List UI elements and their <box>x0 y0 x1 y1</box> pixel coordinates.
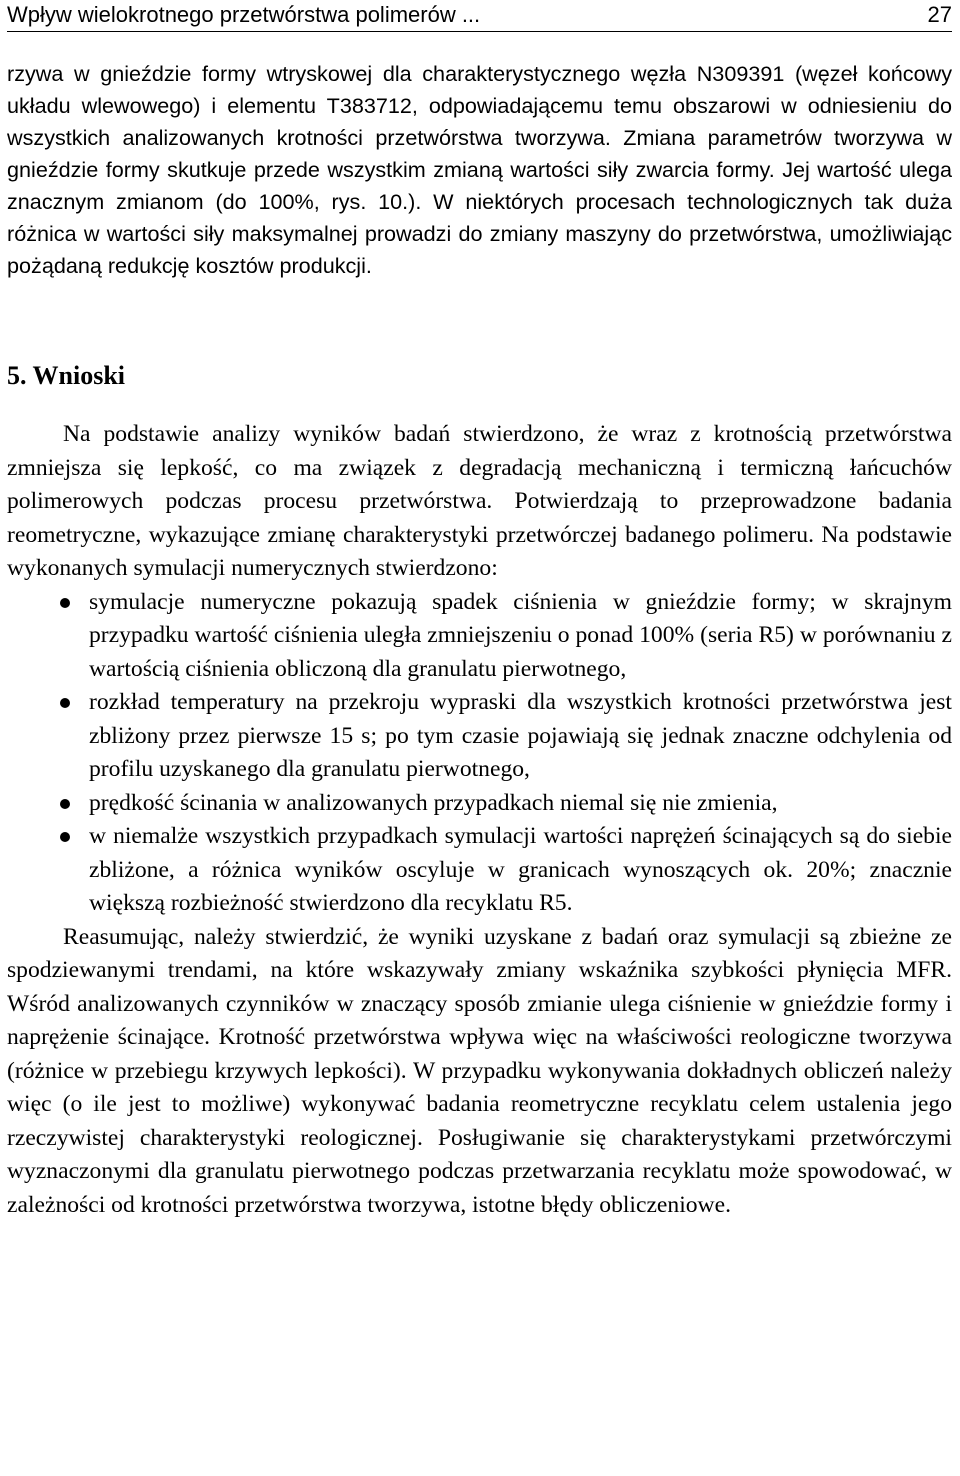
bullet-icon <box>60 832 70 842</box>
header-title: Wpływ wielokrotnego przetwórstwa polimerów ... <box>7 2 481 27</box>
list-item-text: rozkład temperatury na przekroju wypraski dla wszystkich krotności przetwórstwa jest zbliżony przez pierwsze 15 s; po tym czasie pojawiają się jednak znaczne odchylenia od profilu uzyskanego dla granulatu pierwotnego, <box>89 689 952 782</box>
list-item <box>7 820 952 921</box>
section-heading: 5. Wnioski <box>7 361 126 390</box>
page-number: 27 <box>927 2 952 27</box>
list-item-text: symulacje numeryczne pokazują spadek ciśnienia w gnieździe formy; w skrajnym przypadku wartość ciśnienia uległa zmniejszeniu o ponad 100% (seria R5) w porównaniu z wartością ciśnienia obliczoną dla granulatu pierwotnego, <box>89 588 952 682</box>
intro-paragraph: rzywa w gnieździe formy wtryskowej dla charakterystycznego węzła N309391 (węzeł końcowy układu wlewowego) i elementu T383712, odpowiadającemu temu obszarowi w odniesieniu do wszystkich analizowanych krotności przetwórstwa tworzywa. Zmiana parametrów tworzywa w gnieździe formy skutkuje przede wszystkim zmianą wartości siły zwarcia formy. Jej wartość ulega znacznym zmianom (do 100%, rys. 10.). W niektórych procesach technologicznych tak duża różnica w wartości siły maksymalnej prowadzi do zmiany maszyny do przetwórstwa, umożliwiając pożądaną redukcję kosztów produkcji. <box>7 61 952 278</box>
list-item-text: prędkość ścinania w analizowanych przypadkach niemal się nie zmienia, <box>89 789 778 816</box>
bullet-icon <box>60 698 70 708</box>
bullet-icon <box>60 598 70 608</box>
running-header <box>7 0 952 32</box>
bullet-icon <box>60 799 70 809</box>
conclusions-bullet-list <box>7 586 952 921</box>
conclusions-paragraph-1: Na podstawie analizy wyników badań stwierdzono, że wraz z krotnością przetwórstwa zmniejsza się lepkość, co ma związek z degradacją mechaniczną i termiczną łańcuchów polimerowych podczas procesu przetwórstwa. Potwierdzają to przeprowadzone badania reometryczne, wykazujące zmianę charakterystyki przetwórczej badanego polimeru. Na podstawie wykonanych symulacji numerycznych stwierdzono: <box>7 421 952 581</box>
list-item <box>7 686 952 787</box>
list-item <box>7 586 952 687</box>
list-item <box>7 787 952 821</box>
list-item-text: w niemalże wszystkich przypadkach symulacji wartości naprężeń ścinających są do siebie zbliżone, a różnica wyników oscyluje w granicach wynoszących ok. 20%; znacznie większą rozbieżność stwierdzono dla recyklatu R5. <box>89 823 952 916</box>
conclusions-paragraph-2: Reasumując, należy stwierdzić, że wyniki uzyskane z badań oraz symulacji są zbieżne ze spodziewanymi trendami, na które wskazywały zmiany wskaźnika szybkości płynięcia MFR. Wśród analizowanych czynników w znaczący sposób zmianie ulega ciśnienie w gnieździe formy i naprężenie ścinające. Krotność przetwórstwa wpływa więc na właściwości reologiczne tworzywa (różnice w przebiegu krzywych lepkości). W przypadku wykonywania dokładnych obliczeń należy więc (o ile jest to możliwe) wykonywać badania reometryczne recyklatu celem ustalenia jego rzeczywistej charakterystyki reologicznej. Posługiwanie się charakterystykami przetwórczymi wyznaczonymi dla granulatu pierwotnego podczas przetwarzania recyklatu może spowodować, w zależności od krotności przetwórstwa tworzywa, istotne błędy obliczeniowe. <box>7 923 952 1218</box>
